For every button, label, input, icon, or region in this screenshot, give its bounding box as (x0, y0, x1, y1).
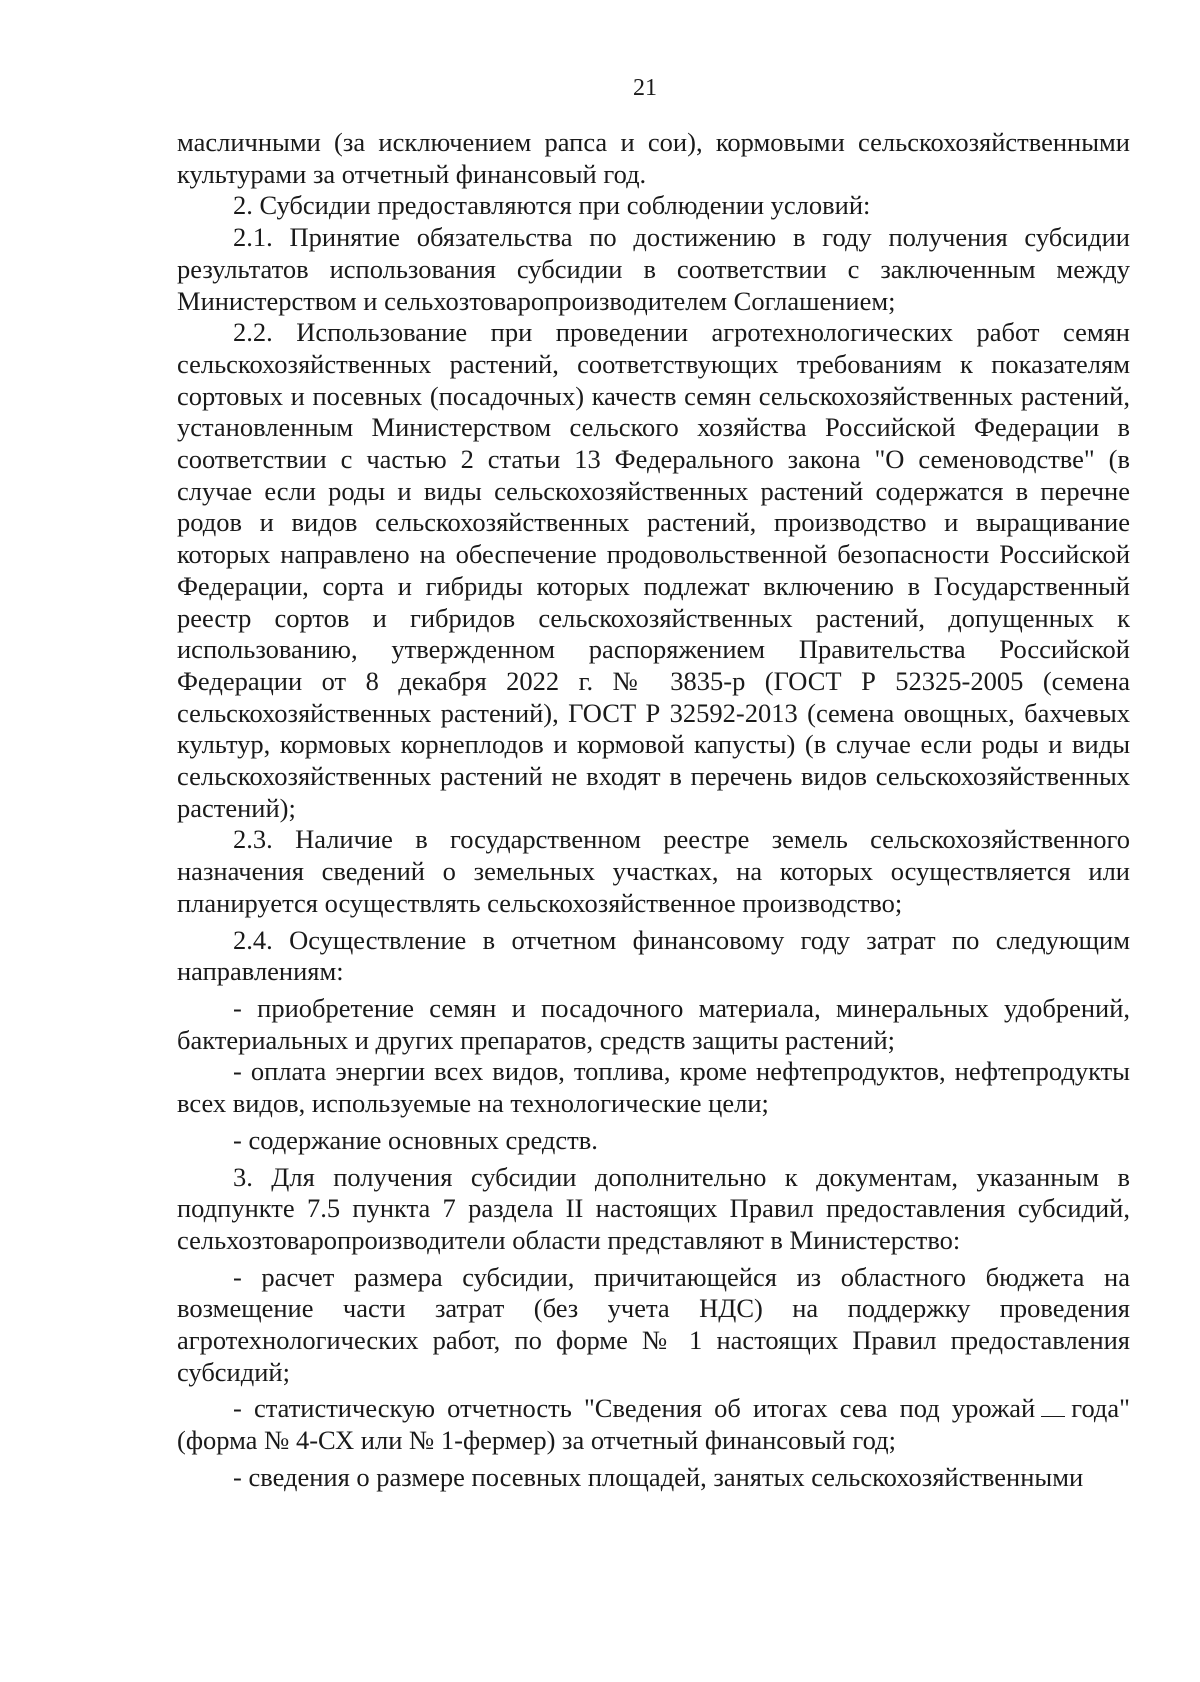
list-item-calculation: - расчет размера субсидии, причитающейся из областного бюджета на возмещение части затрат (без учета НДС) на поддержку проведения агротехнологических работ, по форме № 1 настоящих Правил предоставления субсидий; (177, 1261, 1130, 1387)
list-item-maintenance: - содержание основных средств. (233, 1124, 598, 1155)
year-blank-line (1041, 1416, 1065, 1417)
list-item-energy: - оплата энергии всех видов, топлива, кроме нефтепродуктов, нефтепродукты всех видов, используемые на технологические цели; (177, 1056, 1130, 1119)
paragraph-2-2: 2.2. Использование при проведении агротехнологических работ семян сельскохозяйственных растений, соответствующих требованиям к показателям сортовых и посевных (посадочных) качеств семян сельскохозяйственных растений, установленным Министерством сельского хозяйства Российской Федерации в соответствии с частью 2 статьи 13 Федерального закона "О семеноводстве" (в случае если роды и виды сельскохозяйственных растений содержатся в перечне родов и видов сельскохозяйственных растений, производство и выращивание которых направлено на обеспечение продовольственной безопасности Российской Федерации, сорта и гибриды которых подлежат включению в Государственный реестр сортов и гибридов сельскохозяйственных растений, допущенных к использованию, утвержденном распоряжением Правительства Российской Федерации от 8 декабря 2022 г. № 3835-р (ГОСТ Р 52325-2005 (семена сельскохозяйственных растений), ГОСТ Р 32592-2013 (семена овощных, бахчевых культур, кормовых корнеплодов и кормовой капусты) (в случае если роды и виды сельскохозяйственных растений не входят в перечень видов сельскохозяйственных растений); (177, 317, 1130, 823)
page-number: 21 (633, 75, 657, 101)
paragraph-2-1: 2.1. Принятие обязательства по достижению в году получения субсидии результатов использования субсидии в соответствии с заключенным между Министерством и сельхозтоваропроизводителем Соглашением; (177, 222, 1130, 316)
paragraph-3: 3. Для получения субсидии дополнительно к документам, указанным в подпункте 7.5 пункта 7 раздела II настоящих Правил предоставления субсидий, сельхозтоваропроизводители области представляют в Министерство: (177, 1161, 1130, 1255)
paragraph-2-4: 2.4. Осуществление в отчетном финансовому году затрат по следующим направлениям: (177, 924, 1130, 987)
statistics-text-before: - статистическую отчетность "Сведения об итогах сева под урожай (233, 1393, 1036, 1424)
paragraph-2-3: 2.3. Наличие в государственном реестре земель сельскохозяйственного назначения сведений о земельных участках, на которых осуществляется или планируется осуществлять сельскохозяйственное производство; (177, 824, 1130, 918)
list-item-seeds: - приобретение семян и посадочного материала, минеральных удобрений, бактериальных и других препаратов, средств защиты растений; (177, 992, 1130, 1055)
paragraph-2: 2. Субсидии предоставляются при соблюдении условий: (233, 190, 871, 221)
list-item-sown-areas: - сведения о размере посевных площадей, занятых сельскохозяйственными (233, 1461, 1084, 1492)
paragraph-continuation: масличными (за исключением рапса и сои), кормовыми сельскохозяйственными культурами за отчетный финансовый год. (177, 127, 1130, 189)
list-item-statistics (177, 1393, 1130, 1456)
document-body (177, 127, 1130, 1494)
statistics-text-after: года" (форма № 4-СХ или № 1-фермер) за отчетный финансовый год; (177, 1393, 1130, 1456)
